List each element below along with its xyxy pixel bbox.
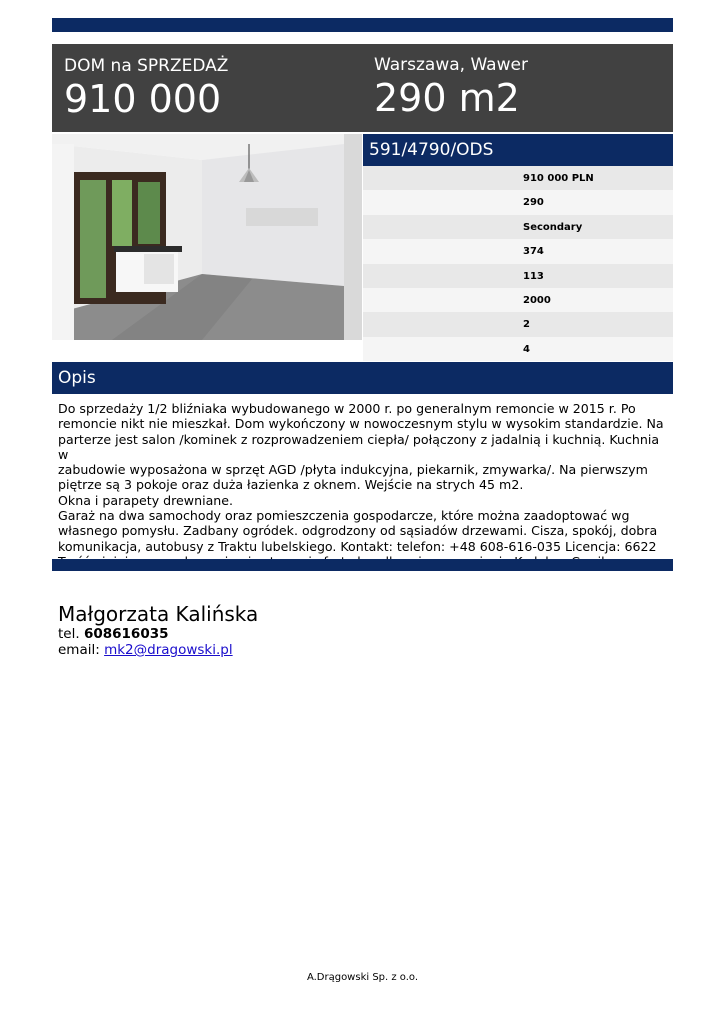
property-photo <box>52 134 362 340</box>
description-line: Okna i parapety drewniane. <box>58 492 234 508</box>
detail-row <box>363 239 673 263</box>
description-text <box>58 401 666 569</box>
top-accent-bar <box>52 18 673 32</box>
detail-value: 290 <box>523 197 544 209</box>
location: Warszawa, Wawer <box>374 55 528 75</box>
description-line: piętrze są 3 pokoje oraz duża łazienka z oknem. Wejście na strych 45 m2. <box>58 477 524 493</box>
details-table <box>363 166 673 361</box>
detail-value: 2 <box>523 319 530 331</box>
detail-row <box>363 190 673 214</box>
price: 910 000 <box>64 77 222 121</box>
email-link[interactable]: mk2@dragowski.pl <box>104 642 233 658</box>
agent-phone <box>58 626 258 642</box>
agent-name: Małgorzata Kalińska <box>58 602 259 626</box>
detail-value: 113 <box>523 270 544 282</box>
detail-row <box>363 337 673 361</box>
detail-value: 4 <box>523 343 530 355</box>
detail-row <box>363 215 673 239</box>
detail-row <box>363 264 673 288</box>
phone-number: 608616035 <box>83 626 169 642</box>
description-line: komunikacja, autobusy z Traktu lubelskiego. Kontakt: telefon: +48 608-616-035 Licencja: 6622 <box>58 538 657 554</box>
description-line: Garaż na dwa samochody oraz pomieszczenia gospodarcze, które można zaadoptować wg <box>58 508 630 524</box>
description-heading: Opis <box>58 368 96 388</box>
listing-code: 591/4790/ODS <box>369 140 494 160</box>
header-right <box>374 55 528 120</box>
detail-value: Secondary <box>523 221 583 233</box>
detail-row <box>363 312 673 336</box>
detail-value: 2000 <box>523 294 551 306</box>
description-line: Do sprzedaży 1/2 bliźniaka wybudowanego w 2000 r. po generalnym remoncie w 2015 r. Po <box>58 401 636 416</box>
listing-header <box>52 44 673 132</box>
listing-code-bar <box>363 134 673 166</box>
header-left <box>64 56 228 121</box>
description-line: parterze jest salon /kominek z rozprowadzeniem ciepła/ połączony z jadalnią i kuchnią. Kuchnia w <box>58 431 660 462</box>
room-photo-icon <box>52 134 362 340</box>
property-type: DOM na SPRZEDAŻ <box>64 56 229 76</box>
bottom-accent-bar <box>52 559 673 571</box>
agent-email <box>58 642 258 658</box>
description-line: remoncie nikt nie mieszkał. Dom wykończony w nowoczesnym stylu w wysokim standardzie. Na <box>58 416 664 432</box>
detail-row <box>363 166 673 190</box>
area: 290 m2 <box>374 76 520 120</box>
phone-label: tel. <box>58 626 80 642</box>
description-line: własnego pomysłu. Zadbany ogródek. odgrodzony od sąsiadów drzewami. Cisza, spokój, dobra <box>58 523 658 539</box>
agent-contact <box>58 602 258 658</box>
description-heading-bar <box>52 362 673 394</box>
detail-value: 910 000 PLN <box>523 173 594 184</box>
detail-row <box>363 288 673 312</box>
email-label: email: <box>58 642 100 658</box>
footer-company: A.Drągowski Sp. z o.o. <box>306 972 419 983</box>
description-line: zabudowie wyposażona w sprzęt AGD /płyta indukcyjna, piekarnik, zmywarka/. Na pierwszym <box>58 462 648 478</box>
detail-value: 374 <box>523 246 544 258</box>
